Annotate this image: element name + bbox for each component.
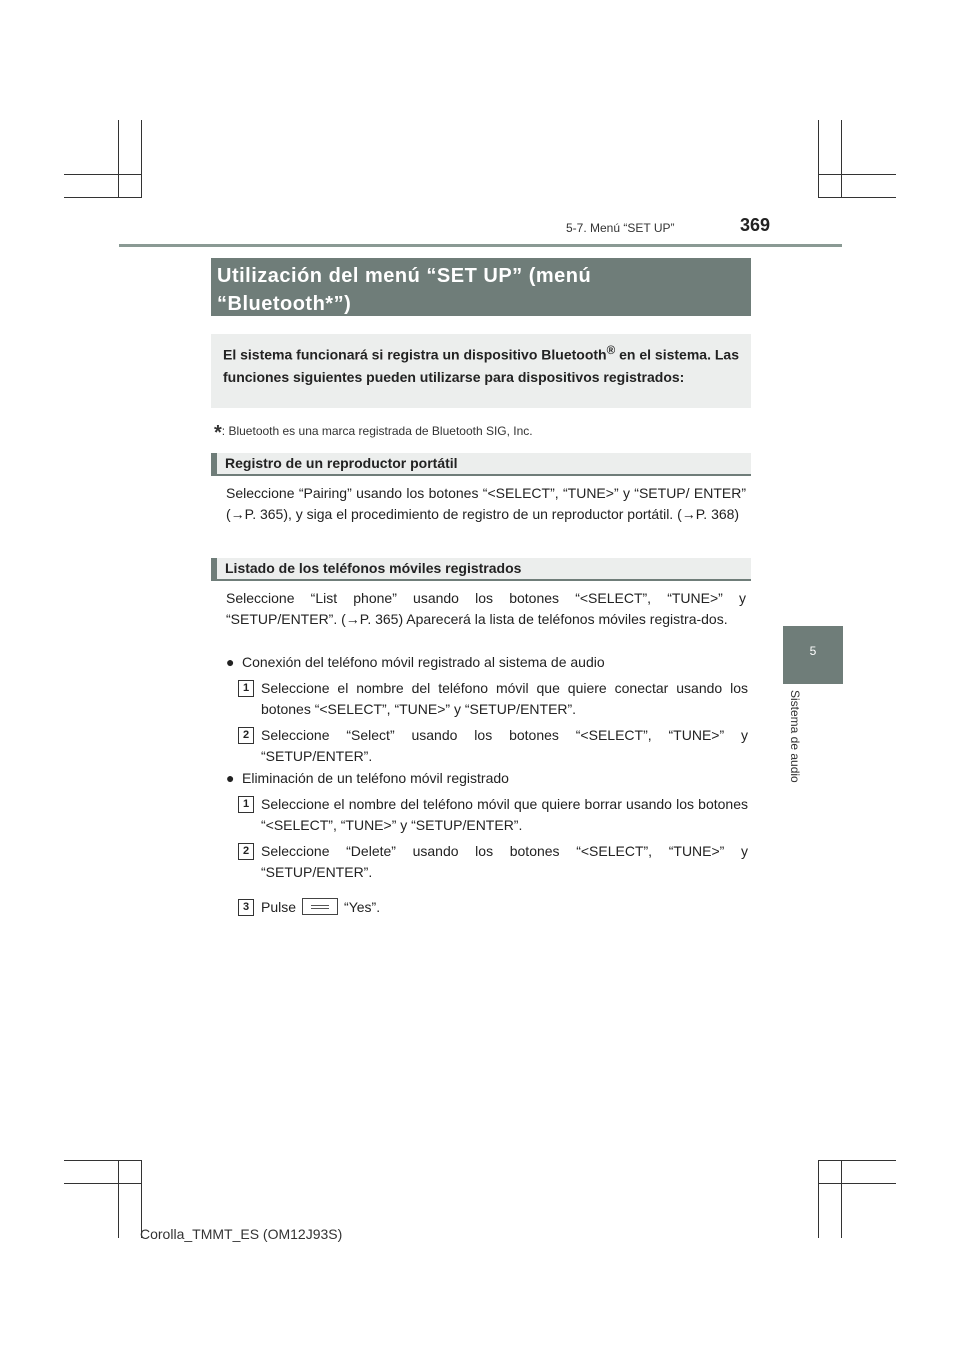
step-text-after: “Yes”. (344, 899, 381, 915)
step-text: Seleccione “Delete” usando los botones “<SELECT”, “TUNE>” y “SETUP/ENTER”. (261, 843, 748, 880)
registered-mark: ® (606, 344, 616, 357)
footer-doc-id: Corolla_TMMT_ES (OM12J93S) (140, 1226, 343, 1242)
chapter-number: 5 (809, 644, 817, 658)
intro-text-b: en el sistema. Las funciones siguientes pueden utilizarse para dispositivos registrados: (223, 346, 739, 385)
bullet-label: Conexión del teléfono móvil registrado al sistema de audio (242, 654, 605, 670)
page-title-line2: “Bluetooth*”) (217, 293, 352, 315)
crop-mark (64, 1183, 142, 1184)
intro-box (211, 334, 751, 408)
crop-mark (118, 1160, 119, 1238)
step-item (238, 678, 748, 720)
bullet-item (226, 652, 605, 673)
crop-mark (818, 120, 819, 198)
step-item (238, 897, 748, 918)
chapter-side-label (760, 690, 860, 810)
section-body: Seleccione “Pairing” usando los botones “<SELECT”, “TUNE>” y “SETUP/ ENTER” (→P. 365), y siga el procedimiento de registro de un reproductor portátil. (→P. 368) (226, 485, 746, 522)
page-number: 369 (740, 215, 771, 235)
hang-up-key-icon (302, 898, 338, 915)
footnote (214, 422, 533, 445)
footnote-star: * (214, 422, 222, 444)
step-text-before: Pulse (261, 899, 297, 915)
step-number-badge: 1 (238, 796, 254, 813)
crop-mark (118, 120, 119, 198)
step-number-badge: 3 (238, 899, 254, 916)
crop-mark (818, 174, 896, 175)
crop-mark (841, 1160, 842, 1238)
header-rule (119, 244, 842, 247)
step-number-badge: 2 (238, 727, 254, 744)
step-item (238, 794, 748, 836)
footnote-text: : Bluetooth es una marca registrada de Bluetooth SIG, Inc. (221, 424, 533, 438)
section-body: Seleccione “List phone” usando los botones “<SELECT”, “TUNE>” y “SETUP/ENTER”. (→P. 365) Aparecerá la lista de teléfonos móviles registra-dos. (226, 590, 746, 627)
crop-mark (841, 120, 842, 198)
chapter-tab (783, 626, 843, 684)
step-text: Seleccione “Select” usando los botones “<SELECT”, “TUNE>” y “SETUP/ENTER”. (261, 727, 748, 764)
crop-mark (64, 197, 142, 198)
step-text: Seleccione el nombre del teléfono móvil que quiere borrar usando los botones “<SELECT”, “TUNE>” y “SETUP/ENTER”. (261, 796, 748, 833)
bullet-icon: ● (226, 770, 235, 786)
bullet-label: Eliminación de un teléfono móvil registrado (242, 770, 509, 786)
crop-mark (818, 1160, 896, 1161)
step-text (261, 897, 748, 918)
intro-text-a: El sistema funcionará si registra un dispositivo Bluetooth (223, 346, 607, 363)
crop-mark (141, 120, 142, 198)
step-item (238, 725, 748, 767)
step-item (238, 841, 748, 883)
running-head: 5-7. Menú “SET UP” (566, 221, 675, 235)
crop-mark (818, 197, 896, 198)
crop-mark (64, 174, 142, 175)
crop-mark (64, 1160, 142, 1161)
step-text: Seleccione el nombre del teléfono móvil que quiere conectar usando los botones “<SELECT”, “TUNE>” y “SETUP/ENTER”. (261, 680, 748, 717)
section-heading: Registro de un reproductor portátil (211, 453, 751, 476)
step-number-badge: 2 (238, 843, 254, 860)
bullet-icon: ● (226, 654, 235, 670)
page-title (211, 258, 751, 316)
chapter-title: Sistema de audio (788, 690, 802, 783)
crop-mark (818, 1160, 819, 1238)
step-number-badge: 1 (238, 680, 254, 697)
section-heading: Listado de los teléfonos móviles registrados (211, 558, 751, 581)
crop-mark (818, 1183, 896, 1184)
page-title-line1: Utilización del menú “SET UP” (menú (217, 265, 592, 287)
bullet-item (226, 768, 509, 789)
